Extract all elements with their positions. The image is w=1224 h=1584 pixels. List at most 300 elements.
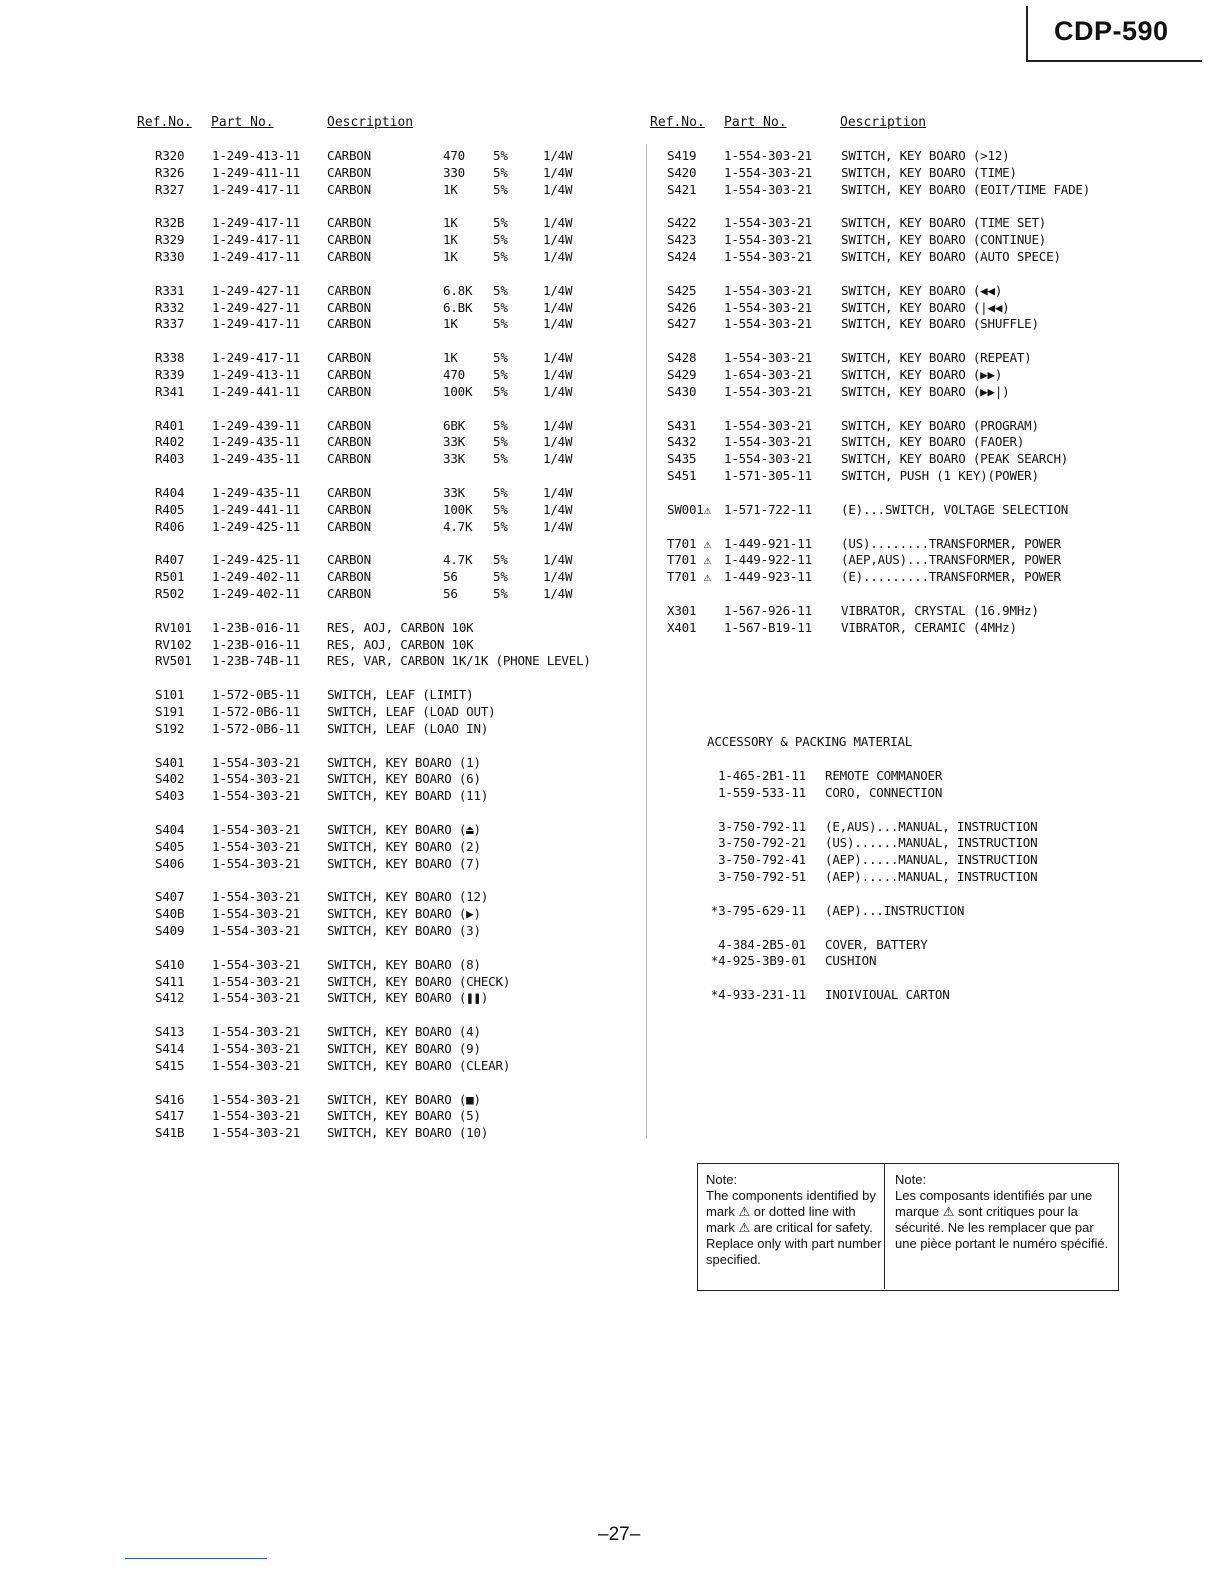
part-number: 1-554-303-21 (724, 451, 812, 467)
right-header-ref: Ref.No. (650, 115, 705, 130)
part-number: 1-554-303-21 (212, 906, 300, 922)
description: SWITCH, KEY BOARO (12) (327, 889, 489, 905)
part-number: 1-554-303-21 (724, 350, 812, 366)
description: CARBON (327, 485, 371, 500)
part-number: 1-567-B19-11 (724, 619, 812, 635)
part-number: 1-249-441-11 (212, 383, 300, 399)
part-number: 1-23B-016-11 (212, 636, 300, 652)
power-rating: 1/4W (543, 501, 573, 517)
ref-number: S422 (667, 215, 697, 231)
description: CARBON (327, 232, 371, 248)
description: REMOTE COMMANOER (825, 768, 943, 783)
description: SWITCH, KEY BOARO (SHUFFLE) (841, 316, 1039, 332)
part-number: 1-559-533-11 (718, 784, 806, 800)
description: SWITCH, KEY BOARO (■) (327, 1091, 481, 1107)
resistance-value: 33K (443, 434, 465, 450)
description: SWITCH, KEY BOARO (EOIT/TIME FADE) (841, 181, 1091, 197)
power-rating: 1/4W (543, 282, 573, 298)
ref-number: S420 (667, 164, 697, 180)
part-number: *4-925-3B9-01 (710, 953, 806, 969)
description: CARBON (327, 249, 371, 264)
ref-number: R339 (155, 367, 185, 382)
description: SWITCH, KEY BOARO (TIME SET) (841, 215, 1047, 231)
part-number: 1-572-0B6-11 (212, 720, 300, 736)
ref-number: S191 (155, 704, 185, 719)
page-number: –27– (598, 1524, 641, 1545)
ref-number: R338 (155, 350, 185, 366)
resistance-value: 6.8K (443, 282, 473, 298)
resistance-value: 56 (443, 569, 458, 585)
description: CARBON (327, 569, 371, 585)
part-number: 1-554-303-21 (212, 990, 300, 1006)
ref-number: SW001⚠ (667, 501, 711, 517)
ref-number: R329 (155, 232, 185, 248)
part-number: 1-249-417-11 (212, 350, 300, 366)
ref-number: S412 (155, 990, 185, 1006)
tolerance: 5% (493, 434, 508, 450)
part-number: 1-554-303-21 (212, 754, 300, 770)
part-number: 1-249-425-11 (212, 518, 300, 534)
tolerance: 5% (493, 215, 508, 231)
tolerance: 5% (493, 350, 508, 366)
ref-number: S451 (667, 468, 697, 483)
ref-number: R501 (155, 569, 185, 585)
ref-number: R405 (155, 501, 185, 517)
description: (US)......MANUAL, INSTRUCTION (825, 835, 1038, 851)
power-rating: 1/4W (543, 518, 573, 534)
part-number: 1-554-303-21 (724, 164, 812, 180)
ref-number: RV501 (155, 653, 192, 669)
description: CARBON (327, 299, 371, 315)
part-number: 3-750-792-11 (718, 818, 806, 834)
description: SWITCH, KEY BOARO (1) (327, 754, 481, 770)
ref-number: S401 (155, 754, 185, 770)
description: SWITCH, KEY BOARO (9) (327, 1041, 481, 1056)
power-rating: 1/4W (543, 552, 573, 568)
part-number: 1-465-2B1-11 (718, 768, 806, 783)
part-number: 1-554-303-21 (212, 1041, 300, 1056)
part-number: 1-554-303-21 (212, 771, 300, 787)
description: SWITCH, KEY BOARO (4) (327, 1024, 481, 1040)
part-number: 1-554-303-21 (724, 434, 812, 450)
part-number: 1-554-303-21 (724, 417, 812, 433)
safety-note-box (697, 1163, 1119, 1291)
ref-number: S427 (667, 316, 697, 332)
description: RES, AOJ, CARBON 10K (327, 619, 474, 635)
power-rating: 1/4W (543, 181, 573, 197)
ref-number: S101 (155, 687, 185, 703)
power-rating: 1/4W (543, 215, 573, 231)
part-number: 1-449-921-11 (724, 535, 812, 551)
resistance-value: 56 (443, 586, 458, 601)
description: CARBON (327, 518, 371, 534)
description: SWITCH, KEY BOARO (▶▶|) (841, 383, 1010, 399)
ref-number: R406 (155, 518, 185, 534)
description: SWITCH, KEY BOARD (11) (327, 788, 489, 804)
part-number: 1-249-417-11 (212, 316, 300, 332)
part-number: 1-249-427-11 (212, 282, 300, 298)
ref-number: R502 (155, 586, 185, 601)
tolerance: 5% (493, 367, 508, 382)
part-number: 1-249-441-11 (212, 501, 300, 517)
ref-number: R402 (155, 434, 185, 450)
description: (US)........TRANSFORMER, POWER (841, 535, 1061, 551)
ref-number: S192 (155, 720, 185, 736)
resistance-value: 1K (443, 181, 458, 197)
part-number: 1-554-303-21 (212, 956, 300, 972)
ref-number: R327 (155, 181, 185, 197)
power-rating: 1/4W (543, 451, 573, 467)
resistance-value: 330 (443, 164, 465, 180)
resistance-value: 470 (443, 367, 465, 382)
description: SWITCH, KEY BOARO (REPEAT) (841, 350, 1032, 366)
part-number: *3-795-629-11 (710, 902, 806, 918)
tolerance: 5% (493, 316, 508, 332)
ref-number: X401 (667, 619, 697, 635)
description: (AEP,AUS)...TRANSFORMER, POWER (841, 552, 1061, 568)
left-header-part: Part No. (211, 115, 274, 130)
ref-number: S428 (667, 350, 697, 366)
part-number: 1-249-417-11 (212, 249, 300, 264)
description: (E).........TRANSFORMER, POWER (841, 569, 1061, 585)
description: (E)...SWITCH, VOLTAGE SELECTION (841, 501, 1069, 517)
note-english (706, 1172, 882, 1268)
note-french-text: Les composants identifiés par une marque ⚠ sont critiques pour la sécurité. Ne les remplacer que par une pièce portant le numéro spécifié. (895, 1188, 1109, 1251)
ref-number: R331 (155, 282, 185, 298)
resistance-value: 1K (443, 249, 458, 264)
description: SWITCH, KEY BOARO (CLEAR) (327, 1057, 511, 1073)
resistance-value: 4.7K (443, 552, 473, 568)
part-number: 1-572-0B6-11 (212, 704, 300, 719)
power-rating: 1/4W (543, 148, 573, 163)
ref-number: S416 (155, 1091, 185, 1107)
description: CORO, CONNECTION (825, 784, 943, 800)
part-number: 1-554-303-21 (212, 1125, 300, 1141)
model-title: CDP-590 (1054, 16, 1169, 46)
description: CARBON (327, 350, 371, 366)
description: CARBON (327, 316, 371, 332)
footer-rule (125, 1558, 267, 1559)
ref-number: R337 (155, 316, 185, 332)
description: CARBON (327, 552, 371, 568)
description: SWITCH, KEY BOARO (CHECK) (327, 973, 511, 989)
description: CARBON (327, 367, 371, 382)
description: CUSHION (825, 953, 877, 969)
ref-number: R32B (155, 215, 185, 231)
ref-number: X301 (667, 603, 697, 618)
description: CARBON (327, 148, 371, 163)
part-number: *4-933-231-11 (710, 987, 806, 1003)
ref-number: S404 (155, 822, 185, 837)
description: SWITCH, KEY BOARO (▶) (327, 906, 481, 922)
ref-number: S424 (667, 249, 697, 264)
power-rating: 1/4W (543, 434, 573, 450)
resistance-value: 6.BK (443, 299, 473, 315)
part-number: 1-554-303-21 (724, 232, 812, 248)
tolerance: 5% (493, 569, 508, 585)
part-number: 1-554-303-21 (724, 181, 812, 197)
part-number: 1-554-303-21 (724, 148, 812, 163)
part-number: 1-249-402-11 (212, 586, 300, 601)
description: SWITCH, KEY BOARO (⏏) (327, 822, 481, 837)
part-number: 1-554-303-21 (724, 249, 812, 264)
part-number: 1-249-435-11 (212, 451, 300, 467)
part-number: 1-554-303-21 (212, 1108, 300, 1124)
part-number: 1-554-303-21 (724, 383, 812, 399)
column-divider (646, 144, 647, 1139)
ref-number: S435 (667, 451, 697, 467)
part-number: 1-554-303-21 (724, 215, 812, 231)
ref-number: R341 (155, 383, 185, 399)
part-number: 1-249-439-11 (212, 417, 300, 433)
resistance-value: 470 (443, 148, 465, 163)
description: SWITCH, KEY BOARO (◀◀) (841, 282, 1003, 298)
description: (AEP)...INSTRUCTION (825, 902, 965, 918)
tolerance: 5% (493, 451, 508, 467)
part-number: 1-249-402-11 (212, 569, 300, 585)
description: VIBRATOR, CRYSTAL (16.9MHz) (841, 603, 1039, 618)
part-number: 1-249-417-11 (212, 181, 300, 197)
left-header-desc: Oescription (327, 115, 414, 130)
ref-number: S41B (155, 1125, 185, 1141)
part-number: 1-554-303-21 (212, 788, 300, 804)
part-number: 1-449-923-11 (724, 569, 812, 585)
ref-number: S419 (667, 148, 697, 163)
description: SWITCH, KEY BOARO (▶▶) (841, 367, 1003, 382)
part-number: 1-554-303-21 (212, 1057, 300, 1073)
description: SWITCH, KEY BOARO (PROGRAM) (841, 417, 1039, 433)
tolerance: 5% (493, 417, 508, 433)
part-number: 1-571-305-11 (724, 468, 812, 483)
ref-number: RV102 (155, 636, 192, 652)
tolerance: 5% (493, 232, 508, 248)
ref-number: S403 (155, 788, 185, 804)
tolerance: 5% (493, 586, 508, 601)
description: SWITCH, KEY BOARO (AUTO SPECE) (841, 249, 1061, 264)
ref-number: S40B (155, 906, 185, 922)
resistance-value: 1K (443, 350, 458, 366)
ref-number: R407 (155, 552, 185, 568)
power-rating: 1/4W (543, 249, 573, 264)
tolerance: 5% (493, 518, 508, 534)
part-number: 1-554-303-21 (212, 973, 300, 989)
part-number: 1-554-303-21 (724, 282, 812, 298)
ref-number: T701 ⚠ (667, 569, 711, 585)
tolerance: 5% (493, 552, 508, 568)
description: SWITCH, KEY BOARO (TIME) (841, 164, 1017, 180)
power-rating: 1/4W (543, 383, 573, 399)
description: SWITCH, KEY BOARO (6) (327, 771, 481, 787)
ref-number: S425 (667, 282, 697, 298)
description: RES, AOJ, CARBON 10K (327, 636, 474, 652)
part-number: 1-249-435-11 (212, 434, 300, 450)
power-rating: 1/4W (543, 586, 573, 601)
note-french (895, 1172, 1113, 1252)
part-number: 1-554-303-21 (212, 889, 300, 905)
description: SWITCH, KEY BOARO (>12) (841, 148, 1010, 163)
part-number: 1-249-411-11 (212, 164, 300, 180)
part-number: 3-750-792-21 (718, 835, 806, 851)
description: SWITCH, KEY BOARO (10) (327, 1125, 489, 1141)
resistance-value: 1K (443, 232, 458, 248)
part-number: 1-449-922-11 (724, 552, 812, 568)
ref-number: RV101 (155, 619, 192, 635)
part-number: 1-571-722-11 (724, 501, 812, 517)
description: CARBON (327, 215, 371, 231)
description: CARBON (327, 417, 371, 433)
description: SWITCH, KEY BOARO (PEAK SEARCH) (841, 451, 1069, 467)
description: SWITCH, KEY BOARO (8) (327, 956, 481, 972)
part-number: 1-554-303-21 (212, 1091, 300, 1107)
note-french-title: Note: (895, 1172, 927, 1187)
ref-number: S417 (155, 1108, 185, 1124)
description: COVER, BATTERY (825, 936, 928, 952)
accessory-title: ACCESSORY & PACKING MATERIAL (707, 734, 913, 749)
part-number: 1-554-303-21 (724, 316, 812, 332)
left-header-ref: Ref.No. (137, 115, 192, 130)
description: SWITCH, KEY BOARO (FAOER) (841, 434, 1025, 450)
resistance-value: 100K (443, 383, 473, 399)
tolerance: 5% (493, 383, 508, 399)
part-number: 1-249-413-11 (212, 367, 300, 382)
part-number: 1-249-427-11 (212, 299, 300, 315)
tolerance: 5% (493, 164, 508, 180)
ref-number: R401 (155, 417, 185, 433)
ref-number: S407 (155, 889, 185, 905)
description: VIBRATOR, CERAMIC (4MHz) (841, 619, 1017, 635)
part-number: 1-554-303-21 (724, 299, 812, 315)
power-rating: 1/4W (543, 350, 573, 366)
description: CARBON (327, 181, 371, 197)
description: CARBON (327, 501, 371, 517)
part-number: 1-249-435-11 (212, 485, 300, 500)
description: SWITCH, LEAF (LOAO IN) (327, 720, 489, 736)
part-number: 1-654-303-21 (724, 367, 812, 382)
part-number: 3-750-792-41 (718, 852, 806, 868)
ref-number: S409 (155, 923, 185, 938)
ref-number: S414 (155, 1041, 185, 1056)
part-number: 1-567-926-11 (724, 603, 812, 618)
part-number: 1-554-303-21 (212, 1024, 300, 1040)
resistance-value: 1K (443, 215, 458, 231)
ref-number: R404 (155, 485, 185, 500)
tolerance: 5% (493, 485, 508, 500)
ref-number: T701 ⚠ (667, 552, 711, 568)
power-rating: 1/4W (543, 232, 573, 248)
description: (AEP).....MANUAL, INSTRUCTION (825, 869, 1038, 884)
part-number: 1-23B-74B-11 (212, 653, 300, 669)
power-rating: 1/4W (543, 417, 573, 433)
description: (AEP).....MANUAL, INSTRUCTION (825, 852, 1038, 868)
description: SWITCH, KEY BOARO (|◀◀) (841, 299, 1010, 315)
part-number: 1-554-303-21 (212, 855, 300, 871)
description: SWITCH, KEY BOARO (5) (327, 1108, 481, 1124)
description: CARBON (327, 451, 371, 467)
ref-number: S429 (667, 367, 697, 382)
description: SWITCH, KEY BOARO (2) (327, 838, 481, 854)
description: CARBON (327, 586, 371, 601)
power-rating: 1/4W (543, 485, 573, 500)
right-header-desc: Oescription (840, 115, 927, 130)
ref-number: R326 (155, 164, 185, 180)
description: RES, VAR, CARBON 1K/1K (PHONE LEVEL) (327, 653, 591, 669)
part-number: 1-249-425-11 (212, 552, 300, 568)
description: SWITCH, KEY BOARO (CONTINUE) (841, 232, 1047, 248)
part-number: 1-554-303-21 (212, 838, 300, 854)
ref-number: R330 (155, 249, 185, 264)
tolerance: 5% (493, 282, 508, 298)
description: SWITCH, LEAF (LOAD OUT) (327, 704, 496, 719)
power-rating: 1/4W (543, 367, 573, 382)
part-number: 4-384-2B5-01 (718, 936, 806, 952)
tolerance: 5% (493, 181, 508, 197)
part-number: 1-554-303-21 (212, 923, 300, 938)
resistance-value: 100K (443, 501, 473, 517)
tolerance: 5% (493, 501, 508, 517)
description: INOIVIOUAL CARTON (825, 987, 950, 1003)
ref-number: S402 (155, 771, 185, 787)
right-header-part: Part No. (724, 115, 787, 130)
note-english-text: The components identified by mark ⚠ or dotted line with mark ⚠ are critical for safety. Replace only with part number specified. (706, 1188, 882, 1267)
ref-number: R403 (155, 451, 185, 467)
power-rating: 1/4W (543, 299, 573, 315)
ref-number: S413 (155, 1024, 185, 1040)
ref-number: S406 (155, 855, 185, 871)
resistance-value: 4.7K (443, 518, 473, 534)
description: CARBON (327, 434, 371, 450)
note-divider (884, 1164, 885, 1289)
description: CARBON (327, 164, 371, 180)
ref-number: R320 (155, 148, 185, 163)
ref-number: S430 (667, 383, 697, 399)
description: CARBON (327, 282, 371, 298)
description: SWITCH, KEY BOARO (❚❚) (327, 990, 489, 1006)
part-number: 3-750-792-51 (718, 869, 806, 884)
description: CARBON (327, 383, 371, 399)
tolerance: 5% (493, 299, 508, 315)
note-english-title: Note: (706, 1172, 738, 1187)
ref-number: T701 ⚠ (667, 535, 711, 551)
description: SWITCH, LEAF (LIMIT) (327, 687, 474, 703)
part-number: 1-249-417-11 (212, 232, 300, 248)
resistance-value: 1K (443, 316, 458, 332)
power-rating: 1/4W (543, 164, 573, 180)
ref-number: S405 (155, 838, 185, 854)
resistance-value: 6BK (443, 417, 465, 433)
ref-number: S432 (667, 434, 697, 450)
part-number: 1-249-417-11 (212, 215, 300, 231)
ref-number: S431 (667, 417, 697, 433)
part-number: 1-249-413-11 (212, 148, 300, 163)
part-number: 1-23B-016-11 (212, 619, 300, 635)
ref-number: S411 (155, 973, 185, 989)
resistance-value: 33K (443, 485, 465, 500)
ref-number: R332 (155, 299, 185, 315)
power-rating: 1/4W (543, 316, 573, 332)
ref-number: S410 (155, 956, 185, 972)
part-number: 1-572-0B5-11 (212, 687, 300, 703)
ref-number: S421 (667, 181, 697, 197)
description: SWITCH, PUSH (1 KEY)(POWER) (841, 468, 1039, 483)
description: SWITCH, KEY BOARO (7) (327, 855, 481, 871)
tolerance: 5% (493, 249, 508, 264)
ref-number: S423 (667, 232, 697, 248)
part-number: 1-554-303-21 (212, 822, 300, 837)
ref-number: S415 (155, 1057, 185, 1073)
description: (E,AUS)...MANUAL, INSTRUCTION (825, 818, 1038, 834)
resistance-value: 33K (443, 451, 465, 467)
power-rating: 1/4W (543, 569, 573, 585)
